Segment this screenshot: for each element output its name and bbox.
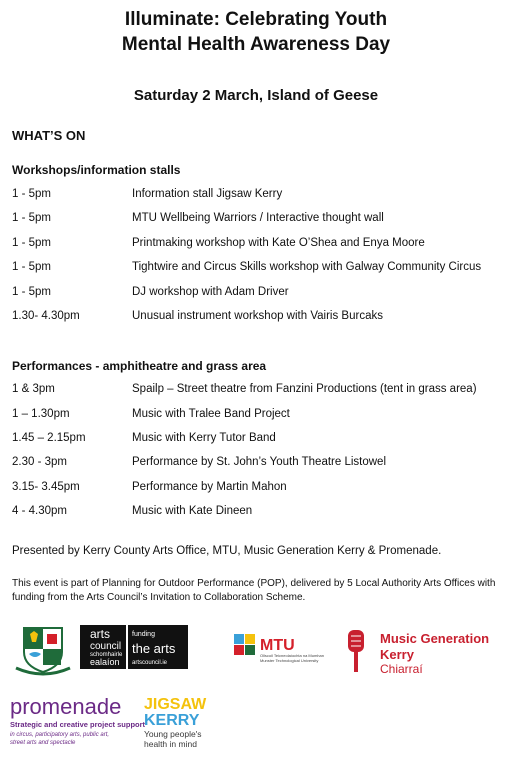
workshop-row: [12, 286, 507, 302]
promenade-tagline-3: street arts and spectacle: [10, 740, 76, 746]
workshop-row: [12, 261, 507, 277]
mtu-line-2: Munster Technological University: [260, 658, 319, 663]
promenade-name: promenade: [10, 694, 122, 719]
arts-council-logo: [69, 625, 188, 669]
workshop-desc: Printmaking workshop with Kate O’Shea and Enya Moore: [132, 237, 425, 249]
arts-council-the-arts: the arts: [132, 641, 176, 656]
workshop-desc: Unusual instrument workshop with Vairis Burcaks: [132, 310, 383, 322]
performance-row: [12, 383, 507, 399]
microphone-icon: [348, 630, 364, 672]
arts-council-funding: funding: [132, 631, 155, 638]
jigsaw-line-3: Young people's: [144, 729, 202, 739]
workshop-time: 1 - 5pm: [12, 286, 51, 298]
performance-desc: Music with Tralee Band Project: [132, 408, 290, 420]
workshop-row: [12, 237, 507, 253]
mtu-name: MTU: [260, 637, 295, 654]
performance-desc: Spailp – Street theatre from Fanzini Productions (tent in grass area): [132, 383, 477, 395]
workshop-desc: Tightwire and Circus Skills workshop with Galway Community Circus: [132, 261, 482, 273]
promenade-tagline-1: Strategic and creative project support: [10, 720, 146, 729]
workshop-time: 1 - 5pm: [12, 261, 51, 273]
performance-row: [12, 505, 507, 521]
performance-row: [12, 456, 507, 472]
event-date: Saturday 2 March, Island of Geese: [133, 87, 379, 104]
workshop-desc: DJ workshop with Adam Driver: [132, 286, 289, 298]
workshop-row: [12, 310, 507, 326]
music-generation-line-2: Kerry: [380, 647, 414, 662]
workshop-row: [12, 212, 507, 228]
music-generation-line-1: Music Generation: [380, 631, 490, 646]
whats-on-heading: WHAT’S ON: [12, 128, 86, 143]
performance-row: [12, 408, 507, 424]
performance-desc: Music with Kerry Tutor Band: [132, 432, 276, 444]
performance-time: 1 & 3pm: [12, 383, 55, 395]
workshop-time: 1 - 5pm: [12, 237, 51, 249]
arts-council-small-label: arts: [69, 638, 75, 647]
arts-council-word-council: council: [90, 641, 122, 652]
workshops-heading: Workshops/information stalls: [12, 163, 181, 177]
performance-time: 1.45 – 2.15pm: [12, 432, 86, 444]
workshop-time: 1.30- 4.30pm: [12, 310, 80, 322]
workshop-time: 1 - 5pm: [12, 212, 51, 224]
arts-council-word-ealaion: ealaíon: [90, 657, 120, 667]
title-line-2: Mental Health Awareness Day: [121, 34, 391, 55]
jigsaw-line-2: KERRY: [144, 712, 200, 729]
music-generation-kerry-logo: [346, 628, 504, 678]
performance-row: [12, 432, 507, 448]
performance-desc: Performance by Martin Mahon: [132, 481, 287, 493]
arts-council-url: artscouncil.ie: [132, 660, 168, 666]
arts-council-word-arts: arts: [90, 627, 111, 641]
workshop-time: 1 - 5pm: [12, 188, 51, 200]
workshop-desc: MTU Wellbeing Warriors / Interactive thought wall: [132, 212, 384, 224]
promenade-logo: [10, 694, 146, 750]
promenade-tagline-2: in circus, participatory arts, public art,: [10, 732, 110, 738]
performance-desc: Music with Kate Dineen: [132, 505, 253, 517]
performances-heading: Performances - amphitheatre and grass area: [12, 359, 267, 373]
performance-time: 2.30 - 3pm: [12, 456, 67, 468]
mtu-logo: [234, 632, 334, 666]
arts-council-word-schomhairle: schomhairle: [90, 652, 123, 658]
kerry-county-council-crest-icon: [12, 624, 74, 678]
performance-time: 3.15- 3.45pm: [12, 481, 80, 493]
workshop-desc: Information stall Jigsaw Kerry: [132, 188, 283, 200]
performance-time: 1 – 1.30pm: [12, 408, 70, 420]
performance-desc: Performance by St. John’s Youth Theatre Listowel: [132, 456, 387, 468]
workshop-row: [12, 188, 507, 204]
music-generation-line-3: Chiarraí: [380, 662, 423, 676]
performance-row: [12, 481, 507, 497]
presented-by: Presented by Kerry County Arts Office, MTU, Music Generation Kerry & Promenade.: [12, 545, 442, 557]
jigsaw-line-4: health in mind: [144, 739, 197, 749]
jigsaw-line-1: JIGSAW: [144, 696, 207, 713]
mtu-line-1: Ollscoil Teicneolaíochta na Mumhan: [260, 653, 324, 658]
performance-time: 4 - 4.30pm: [12, 505, 67, 517]
title-line-1: Illuminate: Celebrating Youth: [124, 9, 388, 30]
funding-note: This event is part of Planning for Outdoor Performance (POP), delivered by 5 Local Authority Arts Offices with funding from the Arts Council’s Invitation to Collaboration Scheme.: [12, 578, 496, 603]
jigsaw-kerry-logo: [144, 692, 210, 752]
